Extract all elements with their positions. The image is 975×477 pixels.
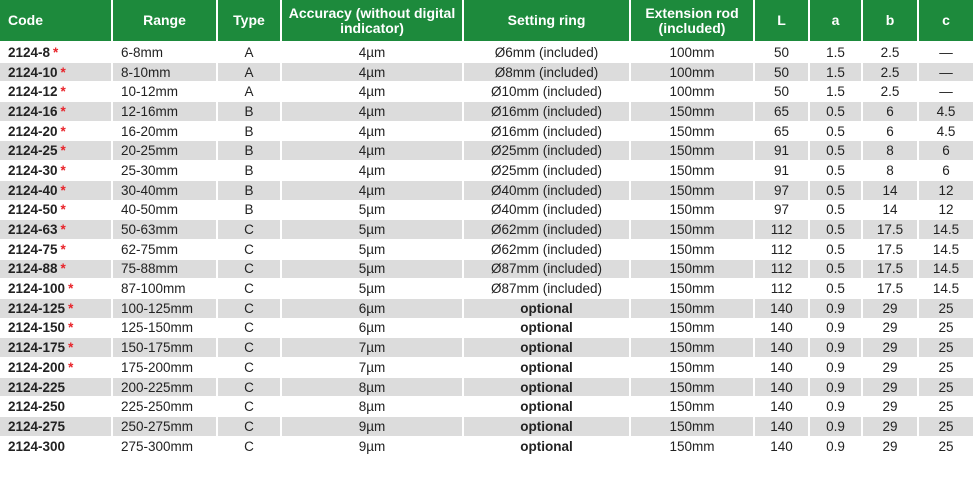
cell-a: 0.5 [809, 161, 862, 181]
cell-l: 140 [754, 298, 809, 318]
table-row [0, 180, 974, 200]
cell-a: 0.9 [809, 318, 862, 338]
cell-code [0, 141, 112, 161]
cell-code [0, 397, 112, 417]
cell-type: C [217, 358, 281, 378]
cell-accuracy: 5µm [281, 279, 463, 299]
cell-l: 140 [754, 318, 809, 338]
cell-setting-ring: optional [463, 377, 630, 397]
cell-type: C [217, 220, 281, 240]
star-marker: * [60, 182, 66, 198]
cell-a: 1.5 [809, 62, 862, 82]
code-text: 2124-63 [8, 222, 58, 238]
code-text: 2124-100 [8, 281, 66, 297]
cell-b: 17.5 [862, 239, 918, 259]
cell-a: 0.9 [809, 417, 862, 437]
cell-setting-ring: Ø16mm (included) [463, 121, 630, 141]
cell-setting-ring: Ø10mm (included) [463, 82, 630, 102]
table-body [0, 42, 974, 456]
code-text: 2124-8 [8, 44, 51, 60]
star-marker: * [68, 359, 74, 375]
table-row [0, 141, 974, 161]
cell-l: 112 [754, 220, 809, 240]
table-row [0, 121, 974, 141]
cell-range: 225-250mm [112, 397, 217, 417]
star-marker: * [68, 300, 74, 316]
cell-range: 12-16mm [112, 102, 217, 122]
cell-c: 25 [918, 358, 974, 378]
cell-a: 0.5 [809, 259, 862, 279]
header-b: b [862, 0, 918, 42]
cell-a: 0.5 [809, 141, 862, 161]
cell-code [0, 239, 112, 259]
code-text: 2124-50 [8, 202, 58, 218]
cell-range: 200-225mm [112, 377, 217, 397]
star-marker: * [60, 123, 66, 139]
cell-type: C [217, 397, 281, 417]
cell-extension-rod: 150mm [630, 200, 754, 220]
code-text: 2124-225 [8, 379, 66, 395]
cell-extension-rod: 150mm [630, 259, 754, 279]
code-text: 2124-275 [8, 418, 66, 434]
cell-l: 140 [754, 436, 809, 456]
cell-c: 25 [918, 298, 974, 318]
cell-setting-ring: Ø87mm (included) [463, 279, 630, 299]
cell-range: 20-25mm [112, 141, 217, 161]
cell-c: 14.5 [918, 279, 974, 299]
cell-b: 17.5 [862, 279, 918, 299]
cell-c: — [918, 42, 974, 62]
cell-type: C [217, 436, 281, 456]
table-row [0, 397, 974, 417]
cell-setting-ring: Ø8mm (included) [463, 62, 630, 82]
cell-type: C [217, 377, 281, 397]
cell-type: B [217, 161, 281, 181]
header-row [0, 0, 974, 42]
cell-b: 29 [862, 298, 918, 318]
cell-c: 25 [918, 377, 974, 397]
cell-c: 14.5 [918, 220, 974, 240]
table-row [0, 102, 974, 122]
cell-a: 0.9 [809, 298, 862, 318]
cell-l: 97 [754, 200, 809, 220]
cell-setting-ring: optional [463, 358, 630, 378]
table-row [0, 259, 974, 279]
cell-extension-rod: 150mm [630, 436, 754, 456]
cell-extension-rod: 100mm [630, 82, 754, 102]
star-marker: * [60, 162, 66, 178]
cell-c: 12 [918, 180, 974, 200]
cell-setting-ring: Ø25mm (included) [463, 161, 630, 181]
table-row [0, 62, 974, 82]
cell-range: 25-30mm [112, 161, 217, 181]
cell-a: 1.5 [809, 82, 862, 102]
cell-range: 30-40mm [112, 180, 217, 200]
star-marker: * [60, 84, 66, 100]
cell-setting-ring: optional [463, 397, 630, 417]
cell-code [0, 358, 112, 378]
cell-accuracy: 9µm [281, 417, 463, 437]
cell-range: 40-50mm [112, 200, 217, 220]
cell-b: 29 [862, 417, 918, 437]
cell-code [0, 377, 112, 397]
header-accuracy: Accuracy (without digital indicator) [281, 0, 463, 42]
cell-extension-rod: 150mm [630, 338, 754, 358]
code-text: 2124-10 [8, 64, 58, 80]
cell-type: B [217, 141, 281, 161]
code-text: 2124-125 [8, 300, 66, 316]
star-marker: * [60, 64, 66, 80]
table-row [0, 417, 974, 437]
cell-setting-ring: optional [463, 417, 630, 437]
cell-code [0, 82, 112, 102]
code-text: 2124-40 [8, 182, 58, 198]
cell-extension-rod: 150mm [630, 377, 754, 397]
cell-extension-rod: 150mm [630, 279, 754, 299]
cell-code [0, 42, 112, 62]
cell-type: A [217, 42, 281, 62]
cell-a: 1.5 [809, 42, 862, 62]
code-text: 2124-200 [8, 359, 66, 375]
cell-accuracy: 4µm [281, 82, 463, 102]
cell-range: 50-63mm [112, 220, 217, 240]
cell-extension-rod: 150mm [630, 239, 754, 259]
cell-range: 8-10mm [112, 62, 217, 82]
cell-accuracy: 4µm [281, 42, 463, 62]
cell-code [0, 338, 112, 358]
cell-type: A [217, 62, 281, 82]
cell-accuracy: 4µm [281, 121, 463, 141]
cell-type: C [217, 298, 281, 318]
cell-accuracy: 6µm [281, 298, 463, 318]
cell-a: 0.5 [809, 279, 862, 299]
cell-code [0, 121, 112, 141]
cell-c: 25 [918, 436, 974, 456]
cell-code [0, 279, 112, 299]
cell-a: 0.9 [809, 436, 862, 456]
cell-accuracy: 5µm [281, 239, 463, 259]
star-marker: * [68, 340, 74, 356]
cell-range: 125-150mm [112, 318, 217, 338]
cell-accuracy: 8µm [281, 397, 463, 417]
cell-type: C [217, 279, 281, 299]
cell-range: 10-12mm [112, 82, 217, 102]
cell-a: 0.9 [809, 377, 862, 397]
cell-accuracy: 4µm [281, 180, 463, 200]
code-text: 2124-75 [8, 241, 58, 257]
cell-a: 0.5 [809, 239, 862, 259]
header-extension-rod: Extension rod (included) [630, 0, 754, 42]
code-text: 2124-16 [8, 103, 58, 119]
cell-code [0, 298, 112, 318]
cell-accuracy: 4µm [281, 62, 463, 82]
cell-extension-rod: 150mm [630, 358, 754, 378]
cell-a: 0.5 [809, 200, 862, 220]
star-marker: * [60, 222, 66, 238]
cell-a: 0.9 [809, 397, 862, 417]
cell-range: 150-175mm [112, 338, 217, 358]
code-text: 2124-250 [8, 399, 66, 415]
cell-extension-rod: 100mm [630, 42, 754, 62]
cell-code [0, 62, 112, 82]
cell-range: 87-100mm [112, 279, 217, 299]
cell-a: 0.5 [809, 220, 862, 240]
cell-setting-ring: Ø62mm (included) [463, 220, 630, 240]
cell-type: B [217, 102, 281, 122]
cell-setting-ring: Ø62mm (included) [463, 239, 630, 259]
cell-code [0, 220, 112, 240]
cell-accuracy: 8µm [281, 377, 463, 397]
code-text: 2124-12 [8, 84, 58, 100]
table-row [0, 436, 974, 456]
cell-c: — [918, 82, 974, 102]
table-row [0, 377, 974, 397]
cell-b: 29 [862, 377, 918, 397]
cell-a: 0.5 [809, 102, 862, 122]
cell-extension-rod: 150mm [630, 141, 754, 161]
cell-l: 65 [754, 121, 809, 141]
table-row [0, 82, 974, 102]
cell-a: 0.9 [809, 358, 862, 378]
code-text: 2124-25 [8, 143, 58, 159]
cell-b: 17.5 [862, 259, 918, 279]
code-text: 2124-88 [8, 261, 58, 277]
cell-extension-rod: 150mm [630, 102, 754, 122]
cell-b: 14 [862, 180, 918, 200]
cell-l: 50 [754, 82, 809, 102]
cell-l: 112 [754, 259, 809, 279]
cell-range: 75-88mm [112, 259, 217, 279]
cell-range: 250-275mm [112, 417, 217, 437]
cell-b: 29 [862, 318, 918, 338]
cell-range: 100-125mm [112, 298, 217, 318]
table-row [0, 239, 974, 259]
cell-extension-rod: 150mm [630, 220, 754, 240]
cell-b: 2.5 [862, 42, 918, 62]
cell-type: C [217, 259, 281, 279]
cell-b: 29 [862, 338, 918, 358]
cell-c: 4.5 [918, 102, 974, 122]
cell-type: B [217, 121, 281, 141]
cell-code [0, 200, 112, 220]
cell-b: 14 [862, 200, 918, 220]
header-a: a [809, 0, 862, 42]
cell-type: A [217, 82, 281, 102]
cell-type: B [217, 200, 281, 220]
cell-l: 140 [754, 338, 809, 358]
cell-code [0, 318, 112, 338]
cell-c: 12 [918, 200, 974, 220]
cell-b: 29 [862, 358, 918, 378]
cell-extension-rod: 150mm [630, 318, 754, 338]
cell-accuracy: 7µm [281, 338, 463, 358]
header-c: c [918, 0, 974, 42]
cell-l: 91 [754, 161, 809, 181]
star-marker: * [60, 103, 66, 119]
cell-b: 8 [862, 141, 918, 161]
table-row [0, 161, 974, 181]
cell-c: 4.5 [918, 121, 974, 141]
star-marker: * [60, 202, 66, 218]
cell-range: 175-200mm [112, 358, 217, 378]
cell-c: 25 [918, 338, 974, 358]
cell-l: 112 [754, 239, 809, 259]
header-range: Range [112, 0, 217, 42]
cell-type: C [217, 318, 281, 338]
cell-code [0, 259, 112, 279]
cell-accuracy: 4µm [281, 141, 463, 161]
cell-l: 140 [754, 358, 809, 378]
cell-l: 91 [754, 141, 809, 161]
cell-c: — [918, 62, 974, 82]
cell-setting-ring: Ø25mm (included) [463, 141, 630, 161]
cell-b: 29 [862, 397, 918, 417]
code-text: 2124-175 [8, 340, 66, 356]
star-marker: * [68, 320, 74, 336]
code-text: 2124-150 [8, 320, 66, 336]
cell-type: B [217, 180, 281, 200]
cell-range: 16-20mm [112, 121, 217, 141]
table-row [0, 279, 974, 299]
cell-accuracy: 4µm [281, 161, 463, 181]
cell-code [0, 102, 112, 122]
code-text: 2124-30 [8, 162, 58, 178]
cell-setting-ring: Ø87mm (included) [463, 259, 630, 279]
star-marker: * [53, 44, 59, 60]
cell-accuracy: 4µm [281, 102, 463, 122]
cell-type: C [217, 239, 281, 259]
cell-b: 6 [862, 102, 918, 122]
cell-c: 25 [918, 397, 974, 417]
cell-range: 6-8mm [112, 42, 217, 62]
cell-type: C [217, 338, 281, 358]
cell-extension-rod: 150mm [630, 180, 754, 200]
cell-a: 0.9 [809, 338, 862, 358]
cell-a: 0.5 [809, 121, 862, 141]
table-row [0, 358, 974, 378]
cell-c: 6 [918, 161, 974, 181]
cell-c: 25 [918, 318, 974, 338]
header-l: L [754, 0, 809, 42]
cell-b: 8 [862, 161, 918, 181]
cell-l: 97 [754, 180, 809, 200]
cell-l: 65 [754, 102, 809, 122]
cell-extension-rod: 150mm [630, 397, 754, 417]
cell-c: 6 [918, 141, 974, 161]
cell-setting-ring: optional [463, 318, 630, 338]
star-marker: * [60, 143, 66, 159]
table-row [0, 318, 974, 338]
cell-b: 6 [862, 121, 918, 141]
cell-accuracy: 6µm [281, 318, 463, 338]
cell-extension-rod: 150mm [630, 161, 754, 181]
table-row [0, 42, 974, 62]
cell-a: 0.5 [809, 180, 862, 200]
cell-c: 14.5 [918, 239, 974, 259]
cell-setting-ring: optional [463, 436, 630, 456]
cell-setting-ring: Ø40mm (included) [463, 200, 630, 220]
cell-setting-ring: Ø6mm (included) [463, 42, 630, 62]
cell-code [0, 180, 112, 200]
cell-l: 50 [754, 62, 809, 82]
cell-code [0, 436, 112, 456]
star-marker: * [60, 261, 66, 277]
cell-b: 17.5 [862, 220, 918, 240]
header-code: Code [0, 0, 112, 42]
star-marker: * [68, 281, 74, 297]
cell-accuracy: 9µm [281, 436, 463, 456]
cell-b: 2.5 [862, 82, 918, 102]
cell-l: 112 [754, 279, 809, 299]
star-marker: * [60, 241, 66, 257]
cell-extension-rod: 150mm [630, 121, 754, 141]
cell-l: 50 [754, 42, 809, 62]
cell-code [0, 161, 112, 181]
cell-accuracy: 5µm [281, 220, 463, 240]
cell-type: C [217, 417, 281, 437]
cell-extension-rod: 150mm [630, 298, 754, 318]
cell-b: 29 [862, 436, 918, 456]
cell-c: 25 [918, 417, 974, 437]
header-setting-ring: Setting ring [463, 0, 630, 42]
cell-l: 140 [754, 397, 809, 417]
cell-l: 140 [754, 377, 809, 397]
header-type: Type [217, 0, 281, 42]
cell-code [0, 417, 112, 437]
table-row [0, 338, 974, 358]
table-row [0, 200, 974, 220]
cell-extension-rod: 150mm [630, 417, 754, 437]
cell-setting-ring: optional [463, 298, 630, 318]
cell-extension-rod: 100mm [630, 62, 754, 82]
cell-accuracy: 5µm [281, 259, 463, 279]
cell-setting-ring: optional [463, 338, 630, 358]
cell-range: 275-300mm [112, 436, 217, 456]
code-text: 2124-300 [8, 438, 66, 454]
cell-accuracy: 5µm [281, 200, 463, 220]
cell-l: 140 [754, 417, 809, 437]
cell-setting-ring: Ø16mm (included) [463, 102, 630, 122]
table-row [0, 298, 974, 318]
cell-setting-ring: Ø40mm (included) [463, 180, 630, 200]
code-text: 2124-20 [8, 123, 58, 139]
cell-accuracy: 7µm [281, 358, 463, 378]
cell-b: 2.5 [862, 62, 918, 82]
cell-range: 62-75mm [112, 239, 217, 259]
table-row [0, 220, 974, 240]
cell-c: 14.5 [918, 259, 974, 279]
